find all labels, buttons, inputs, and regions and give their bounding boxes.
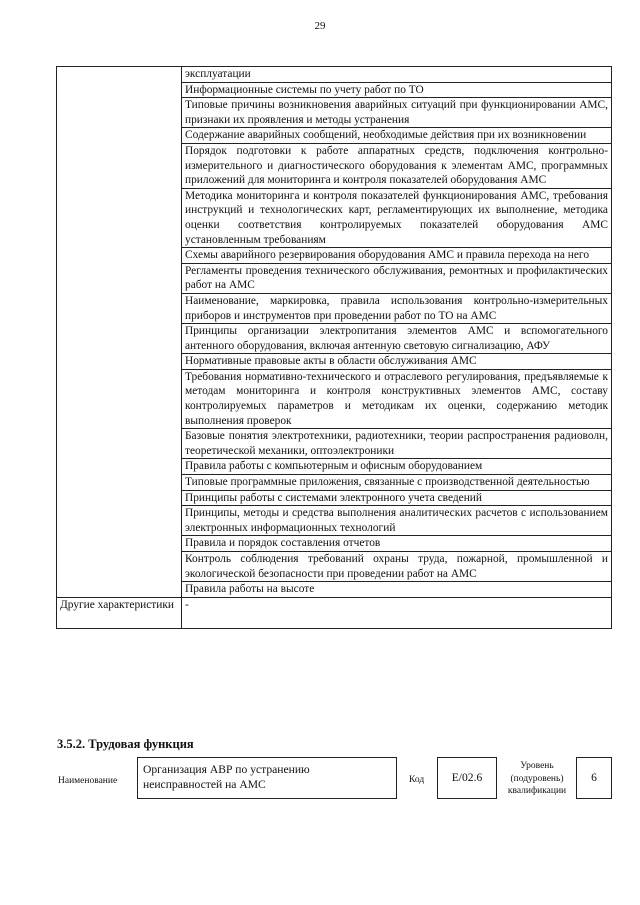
knowledge-item: Порядок подготовки к работе аппаратных средств, подключения контрольно-измерительного и диагностического оборудования к элементам АМС, программных приложений для мониторинга и контроля показателей оборудования АМС [182,143,612,188]
level-value-box [576,757,612,799]
other-characteristics-value: - [182,597,612,628]
knowledge-table [56,66,612,629]
other-characteristics-label: Другие характеристики [57,597,182,628]
knowledge-item: Базовые понятия электротехники, радиотехники, теории распространения радиоволн, теоретической механики, оптоэлектроники [182,429,612,459]
code-label: Код [409,775,425,785]
knowledge-item: Информационные системы по учету работ по ТО [182,82,612,98]
level-value: 6 [591,771,597,784]
knowledge-item: Правила работы с компьютерным и офисным оборудованием [182,459,612,475]
page-number: 29 [314,20,326,32]
knowledge-item: Типовые программные приложения, связанные с производственной деятельностью [182,475,612,491]
knowledge-item: Контроль соблюдения требований охраны труда, пожарной, промышленной и экологической безопасности при проведении работ на АМС [182,552,612,582]
name-value: Организация АВР по устранению неисправностей на АМС [143,763,310,791]
knowledge-label-cell [57,67,182,598]
code-value: E/02.6 [451,771,483,784]
table-row [57,597,612,628]
knowledge-item: эксплуатации [182,67,612,83]
knowledge-item: Правила и порядок составления отчетов [182,536,612,552]
knowledge-item: Принципы, методы и средства выполнения аналитических расчетов с использованием электронных информационных технологий [182,506,612,536]
knowledge-item: Содержание аварийных сообщений, необходимые действия при их возникновении [182,128,612,144]
section-title: 3.5.2. Трудовая функция [57,737,194,751]
level-label: Уровень (подуровень) квалификации [507,761,567,796]
knowledge-item: Правила работы на высоте [182,582,612,598]
knowledge-item: Методика мониторинга и контроля показателей функционирования АМС, требования инструкций и технологических карт, регламентирующих их выполнение, методика оценки соответствия контролируемых показателей оборудования АМС установленным требованиям [182,188,612,247]
name-value-box [137,757,397,799]
code-value-box [437,757,497,799]
knowledge-item: Принципы работы с системами электронного учета сведений [182,490,612,506]
name-label: Наименование [58,776,118,786]
knowledge-item: Регламенты проведения технического обслуживания, ремонтных и профилактических работ на АМС [182,263,612,293]
knowledge-item: Наименование, маркировка, правила использования контрольно-измерительных приборов и инструментов при проведении работ по ТО на АМС [182,293,612,323]
knowledge-item: Принципы организации электропитания элементов АМС и вспомогательного антенного оборудования, включая антенную световую сигнализацию, АФУ [182,324,612,354]
table-row [57,67,612,83]
knowledge-item: Типовые причины возникновения аварийных ситуаций при функционировании АМС, признаки их проявления и методы устранения [182,98,612,128]
knowledge-item: Схемы аварийного резервирования оборудования АМС и правила перехода на него [182,248,612,264]
knowledge-item: Требования нормативно-технического и отраслевого регулирования, предъявляемые к методам мониторинга и контроля конструктивных элементов АМС, составу контролируемых параметров и методикам их оценки, содержанию методик выполнения проверок [182,369,612,428]
knowledge-item: Нормативные правовые акты в области обслуживания АМС [182,354,612,370]
